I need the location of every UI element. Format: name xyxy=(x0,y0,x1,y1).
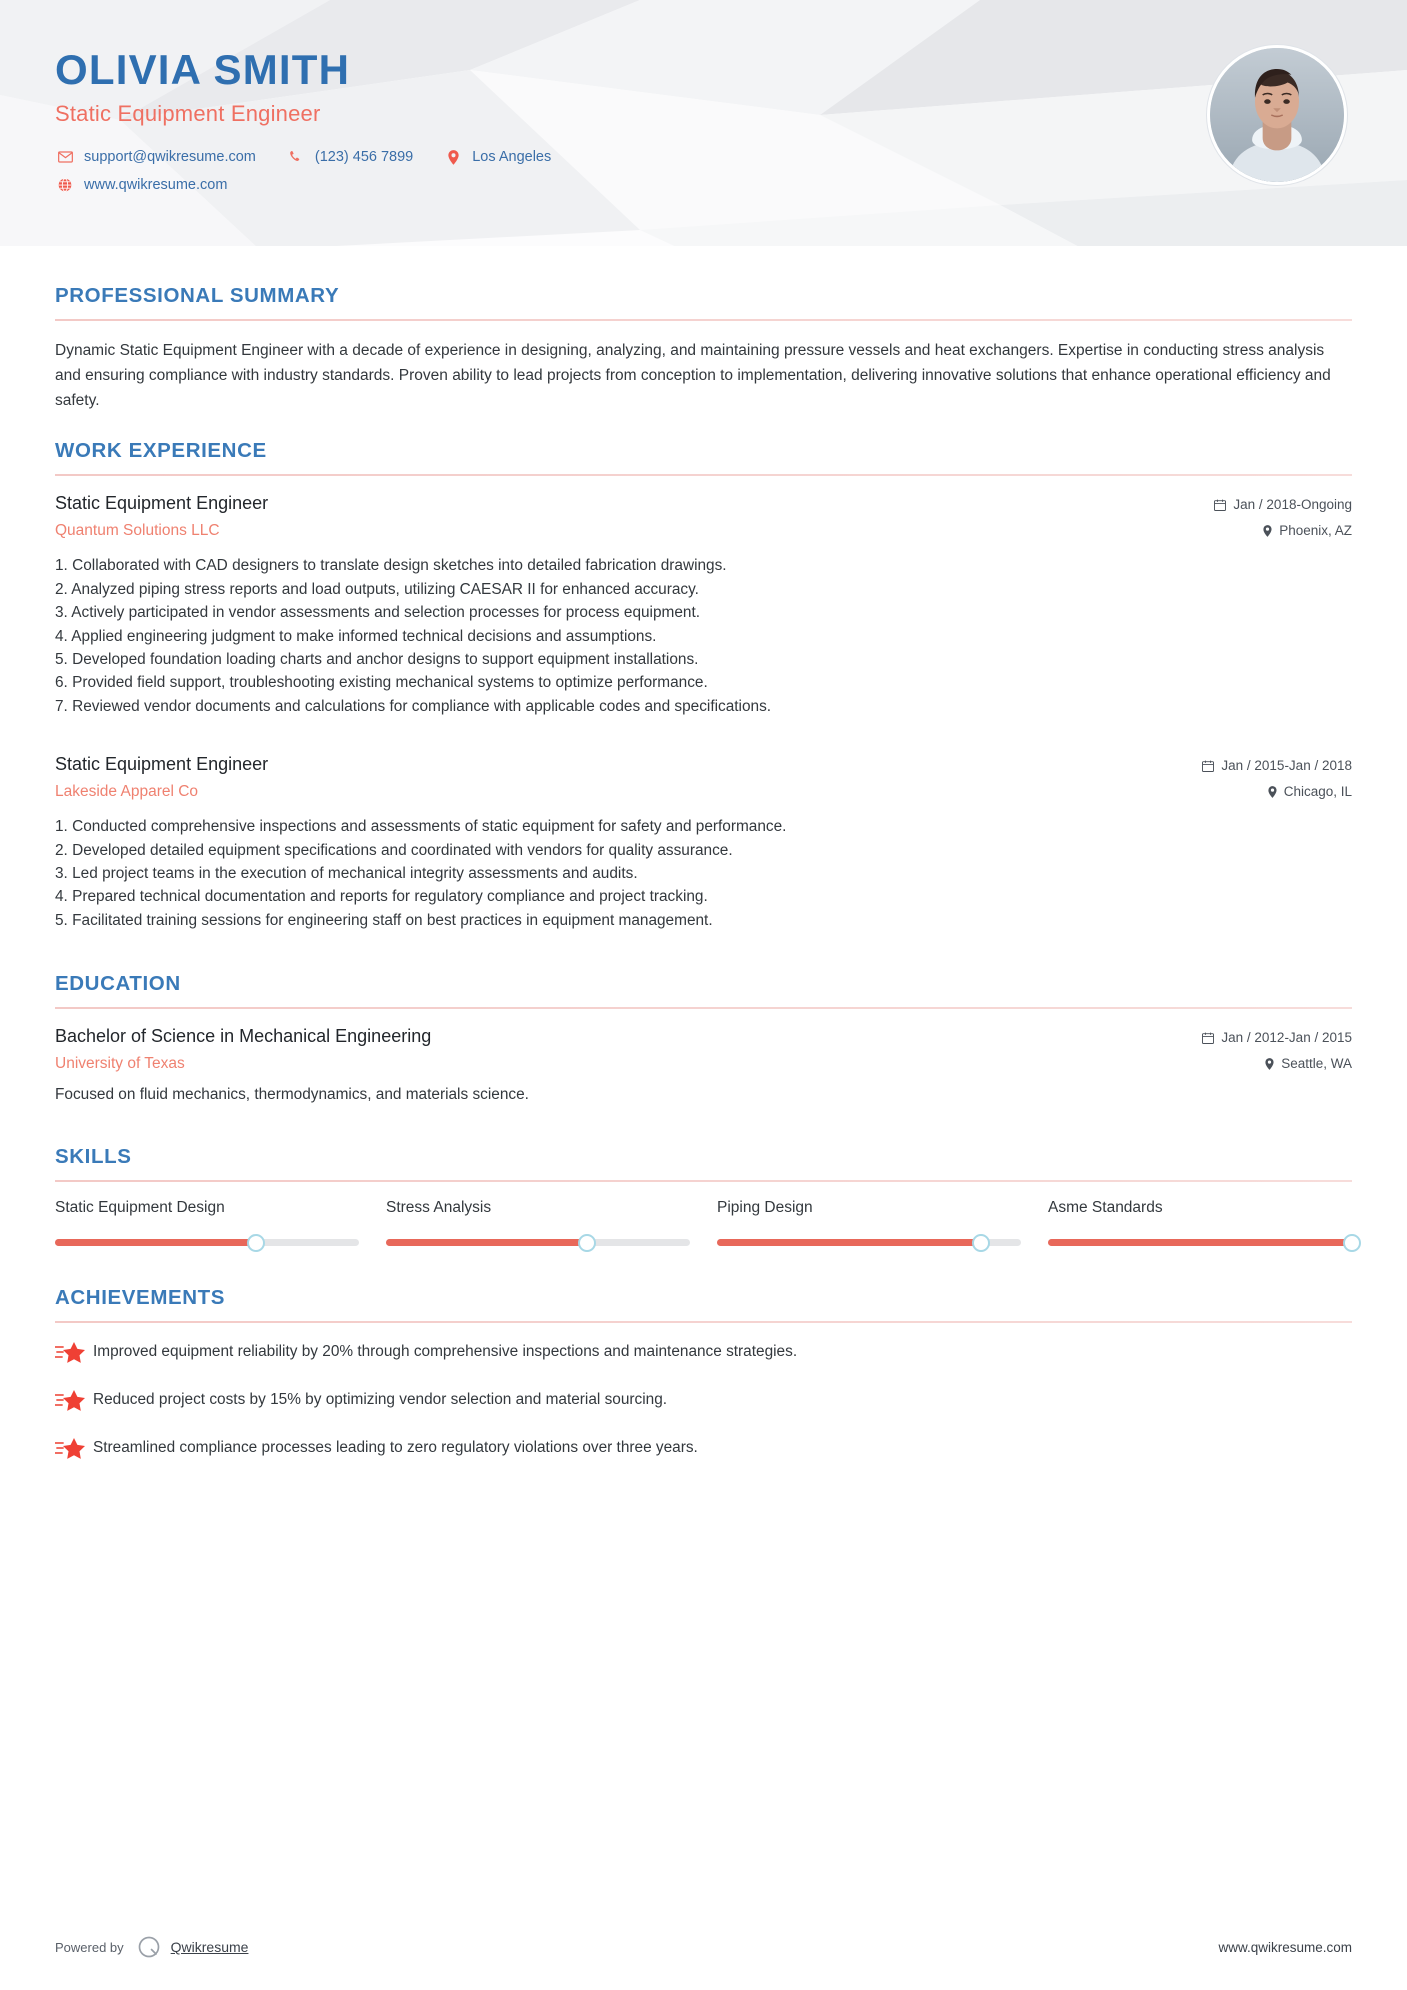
achievement-text: Reduced project costs by 15% by optimizing vendor selection and material sourcing. xyxy=(93,1391,668,1409)
skill-bar-fill xyxy=(55,1239,256,1246)
powered-by xyxy=(55,1934,248,1960)
contact-phone[interactable] xyxy=(286,149,413,165)
section-divider xyxy=(55,474,1352,476)
work-entry-date-text: Jan / 2018-Ongoing xyxy=(1233,497,1352,513)
summary-text: Dynamic Static Equipment Engineer with a decade of experience in designing, analyzing, and maintaining pressure vessels and heat exchangers. Expertise in conducting stress analysis and ensuring compliance with industry standards. Proven ability to lead projects from conception to implementation, delivering innovative solutions that enhance operational efficiency and safety. xyxy=(55,342,1331,410)
education-entry-date-text: Jan / 2012-Jan / 2015 xyxy=(1221,1030,1352,1046)
skill-item xyxy=(386,1199,690,1246)
skill-bar-knob[interactable] xyxy=(1343,1234,1361,1252)
contact-info xyxy=(55,149,1352,193)
location-pin-icon xyxy=(1263,525,1272,537)
bullet-item: 6. Provided field support, troubleshooting existing mechanical systems to optimize performance. xyxy=(55,674,708,692)
education-entry-location-text: Seattle, WA xyxy=(1281,1056,1352,1072)
qwikresume-brand-link[interactable]: Qwikresume xyxy=(170,1939,249,1955)
section-title-skills: SKILLS xyxy=(55,1145,132,1169)
education-entry-date xyxy=(1202,1030,1352,1045)
shooting-star-icon xyxy=(55,1340,93,1368)
skill-label: Static Equipment Design xyxy=(55,1199,225,1217)
work-entry-bullets xyxy=(55,815,1352,932)
skill-progress-bar[interactable] xyxy=(717,1239,1021,1246)
avatar-photo xyxy=(1210,48,1344,182)
contact-phone-text: (123) 456 7899 xyxy=(314,149,414,166)
work-entry-company: Quantum Solutions LLC xyxy=(55,522,220,540)
work-entry-company: Lakeside Apparel Co xyxy=(55,783,199,801)
section-title-education: EDUCATION xyxy=(55,972,181,996)
skill-item xyxy=(717,1199,1021,1246)
shooting-star-icon xyxy=(55,1388,93,1416)
section-title-work: WORK EXPERIENCE xyxy=(55,439,267,463)
skill-bar-fill xyxy=(717,1239,981,1246)
bullet-item: 2. Developed detailed equipment specifications and coordinated with vendors for quality assurance. xyxy=(55,841,733,859)
bullet-item: 1. Collaborated with CAD designers to translate design sketches into detailed fabrication drawings. xyxy=(55,557,727,575)
phone-icon xyxy=(286,150,306,164)
footer-website-url[interactable]: www.qwikresume.com xyxy=(1218,1939,1352,1955)
contact-website-text: www.qwikresume.com xyxy=(84,177,228,194)
contact-location xyxy=(443,149,551,165)
skill-progress-bar[interactable] xyxy=(55,1239,359,1246)
skills-grid xyxy=(55,1199,1352,1246)
section-title-achievements: ACHIEVEMENTS xyxy=(55,1286,226,1310)
skill-progress-bar[interactable] xyxy=(386,1239,690,1246)
skill-bar-fill xyxy=(1048,1239,1352,1246)
achievement-item xyxy=(55,1436,1352,1464)
bullet-item: 5. Developed foundation loading charts and anchor designs to support equipment installations. xyxy=(55,650,699,668)
work-entry-bullets xyxy=(55,554,1352,718)
achievement-item xyxy=(55,1340,1352,1368)
bullet-item: 3. Led project teams in the execution of mechanical integrity assessments and audits. xyxy=(55,864,638,882)
skill-bar-knob[interactable] xyxy=(578,1234,596,1252)
work-entry-title: Static Equipment Engineer xyxy=(55,493,269,514)
resume-footer xyxy=(0,1934,1407,1960)
work-entry-date xyxy=(1214,497,1352,512)
skill-bar-fill xyxy=(386,1239,587,1246)
bullet-item: 7. Reviewed vendor documents and calculations for compliance with applicable codes and specifications. xyxy=(55,697,772,715)
section-divider xyxy=(55,319,1352,321)
resume-header xyxy=(0,0,1407,258)
contact-email[interactable] xyxy=(55,149,256,165)
section-skills xyxy=(55,1145,1352,1246)
bullet-item: 4. Applied engineering judgment to make informed technical decisions and assumptions. xyxy=(55,627,657,645)
work-entry-location-text: Phoenix, AZ xyxy=(1279,523,1352,539)
resume-body xyxy=(0,284,1407,1464)
calendar-icon xyxy=(1202,1032,1214,1044)
achievement-text: Improved equipment reliability by 20% through comprehensive inspections and maintenance strategies. xyxy=(93,1343,798,1361)
skill-item xyxy=(1048,1199,1352,1246)
education-entry-degree: Bachelor of Science in Mechanical Engineering xyxy=(55,1026,432,1047)
section-achievements xyxy=(55,1286,1352,1464)
section-divider xyxy=(55,1180,1352,1182)
work-entry xyxy=(55,493,1352,718)
skill-progress-bar[interactable] xyxy=(1048,1239,1352,1246)
education-entry xyxy=(55,1026,1352,1107)
achievement-item xyxy=(55,1388,1352,1416)
work-entry-date xyxy=(1202,758,1352,773)
section-professional-summary xyxy=(55,284,1352,413)
qwikresume-logo-icon xyxy=(136,1934,162,1960)
bullet-item: 1. Conducted comprehensive inspections and assessments of static equipment for safety and performance. xyxy=(55,818,787,836)
envelope-icon xyxy=(55,151,75,163)
work-entry-location xyxy=(1202,784,1352,799)
spacer xyxy=(55,724,1352,754)
skill-bar-knob[interactable] xyxy=(972,1234,990,1252)
calendar-icon xyxy=(1214,499,1226,511)
page-title: OLIVIA SMITH xyxy=(55,46,351,93)
section-education xyxy=(55,972,1352,1107)
skill-bar-knob[interactable] xyxy=(247,1234,265,1252)
calendar-icon xyxy=(1202,760,1214,772)
section-title-summary: PROFESSIONAL SUMMARY xyxy=(55,284,340,307)
location-pin-icon xyxy=(443,150,463,165)
education-entry-location xyxy=(1202,1056,1352,1071)
work-entry-date-text: Jan / 2015-Jan / 2018 xyxy=(1221,758,1352,774)
contact-location-text: Los Angeles xyxy=(472,149,552,166)
section-divider xyxy=(55,1321,1352,1323)
bullet-item: 3. Actively participated in vendor assessments and selection processes for process equipment. xyxy=(55,604,701,622)
contact-row-1 xyxy=(55,149,1352,165)
work-entry-location-text: Chicago, IL xyxy=(1283,784,1352,800)
shooting-star-icon xyxy=(55,1436,93,1464)
job-role-subtitle: Static Equipment Engineer xyxy=(55,101,321,127)
work-entry xyxy=(55,754,1352,932)
location-pin-icon xyxy=(1265,1058,1274,1070)
education-entry-description: Focused on fluid mechanics, thermodynamics, and materials science. xyxy=(55,1086,529,1104)
powered-by-label: Powered by xyxy=(55,1939,124,1955)
skill-item xyxy=(55,1199,359,1246)
work-entry-title: Static Equipment Engineer xyxy=(55,754,269,775)
bullet-item: 5. Facilitated training sessions for engineering staff on best practices in equipment management. xyxy=(55,911,713,929)
avatar xyxy=(1207,45,1347,185)
contact-website[interactable] xyxy=(55,177,227,193)
skill-label: Piping Design xyxy=(717,1199,813,1217)
work-entry-location xyxy=(1214,523,1352,538)
contact-email-text: support@qwikresume.com xyxy=(84,149,256,166)
skill-label: Stress Analysis xyxy=(386,1199,492,1217)
contact-row-2 xyxy=(55,177,1352,193)
achievement-text: Streamlined compliance processes leading to zero regulatory violations over three years. xyxy=(93,1439,698,1457)
bullet-item: 4. Prepared technical documentation and reports for regulatory compliance and project tracking. xyxy=(55,888,708,906)
section-divider xyxy=(55,1007,1352,1009)
section-work-experience xyxy=(55,439,1352,932)
location-pin-icon xyxy=(1268,786,1277,798)
skill-label: Asme Standards xyxy=(1048,1199,1163,1217)
globe-icon xyxy=(55,178,75,192)
education-entry-school: University of Texas xyxy=(55,1055,185,1073)
bullet-item: 2. Analyzed piping stress reports and load outputs, utilizing CAESAR II for enhanced accuracy. xyxy=(55,580,699,598)
